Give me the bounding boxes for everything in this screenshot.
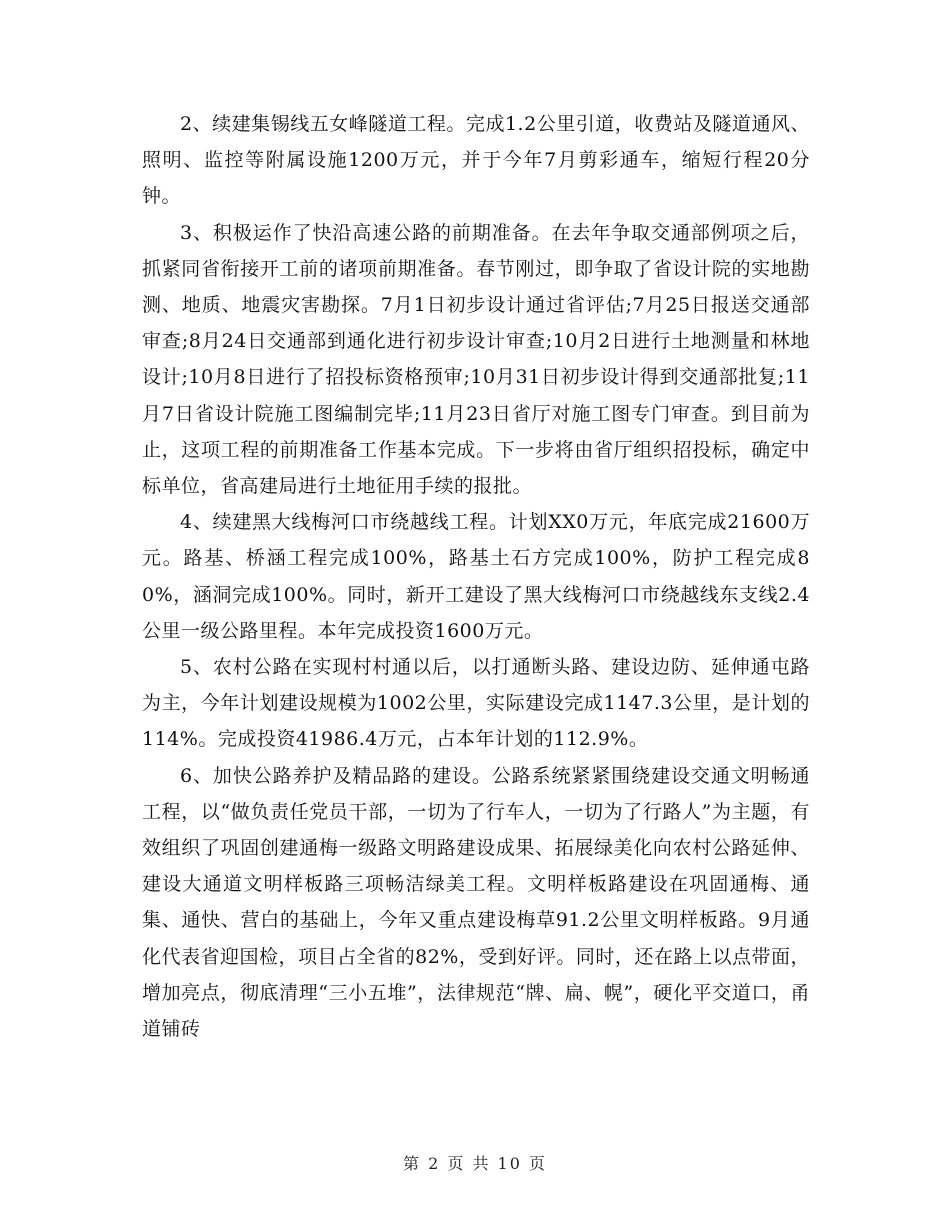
paragraph-6-road-maintenance: 6、加快公路养护及精品路的建设。公路系统紧紧围绕建设交通文明畅通工程，以“做负责任党员干部，一切为了行车人，一切为了行路人”为主题，有效组织了巩固创建通梅一级路文明路建设成果、拓展绿美化向农村公路延伸、建设大通道文明样板路三项畅洁绿美工程。文明样板路建设在巩固通梅、通集、通快、营白的基础上，今年又重点建设梅草91.2公里文明样板路。9月通化代表省迎国检，项目占全省的82%，受到好评。同时，还在路上以点带面，增加亮点，彻底清理“三小五堆”，法律规范“牌、扁、幌”，硬化平交道口，甬道铺砖 bbox=[142, 764, 810, 1041]
paragraph-2-tunnel-project: 2、续建集锡线五女峰隧道工程。完成1.2公里引道，收费站及隧道通风、照明、监控等附属设施1200万元，并于今年7月剪彩通车，缩短行程20分钟。 bbox=[142, 113, 810, 208]
paragraph-3-expressway-preparation: 3、积极运作了快沿高速公路的前期准备。在去年争取交通部例项之后，抓紧同省衔接开工前的诸项前期准备。春节刚过，即争取了省设计院的实地勘测、地质、地震灾害勘探。7月1日初步设计通过省评估;7月25日报送交通部审查;8月24日交通部到通化进行初步设计审查;10月2日进行土地测量和林地设计;10月8日进行了招投标资格预审;10月31日初步设计得到交通部批复;11月7日省设计院施工图编制完毕;11月23日省厅对施工图专门审查。到目前为止，这项工程的前期准备工作基本完成。下一步将由省厅组织招投标，确定中标单位，省高建局进行土地征用手续的报批。 bbox=[142, 221, 810, 498]
page-number-footer: 第 2 页 共 10 页 bbox=[403, 1154, 547, 1173]
paragraph-5-rural-roads: 5、农村公路在实现村村通以后，以打通断头路、建设边防、延伸通屯路为主，今年计划建设规模为1002公里，实际建设完成1147.3公里，是计划的114%。完成投资41986.4万元，占本年计划的112.9%。 bbox=[142, 656, 810, 751]
document-body bbox=[142, 106, 810, 1047]
paragraph-4-bypass-project: 4、续建黑大线梅河口市绕越线工程。计划XX0万元，年底完成21600万元。路基、桥涵工程完成100%，路基土石方完成100%，防护工程完成80%，涵洞完成100%。同时，新开工建设了黑大线梅河口市绕越线东支线2.4公里一级公路里程。本年完成投资1600万元。 bbox=[142, 511, 810, 642]
